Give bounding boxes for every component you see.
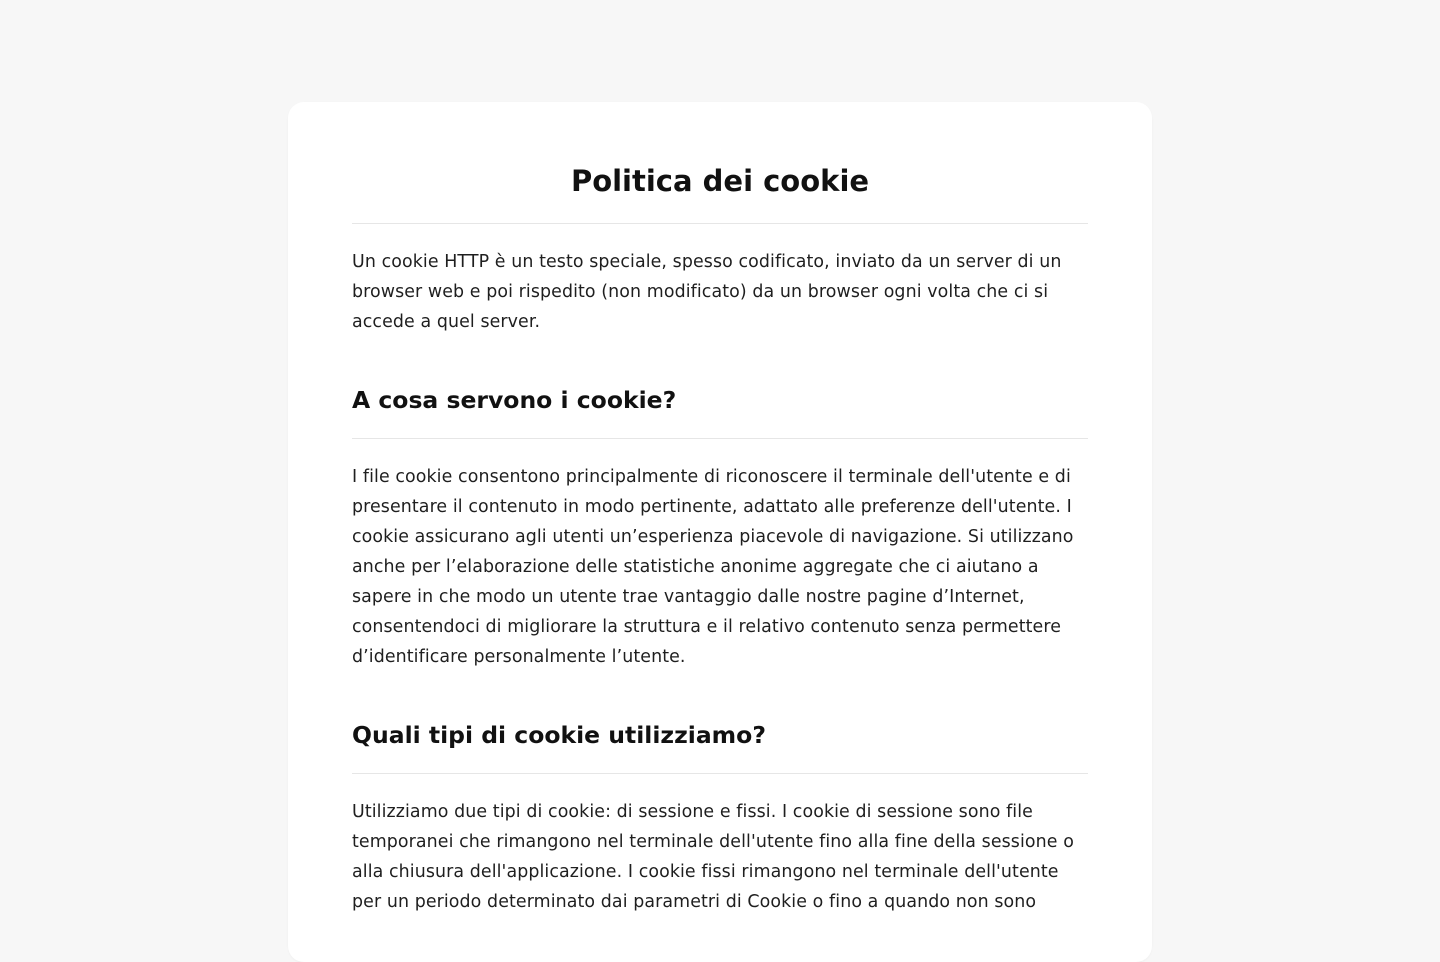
intro-paragraph: Un cookie HTTP è un testo speciale, spesso codificato, inviato da un server di un browser web e poi rispedito (non modificato) da un browser ogni volta che ci si accede a quel server. bbox=[352, 252, 1062, 332]
title-divider bbox=[352, 223, 1088, 224]
section-paragraph-purpose: I file cookie consentono principalmente di riconoscere il terminale dell'utente e di presentare il contenuto in modo pertinente, adattato alle preferenze dell'utente. I cookie assicurano agli utenti un’esperienza piacevole di navigazione. Si utilizzano anche per l’elaborazione delle statistiche anonime aggregate che ci aiutano a sapere in che modo un utente trae vantaggio dalle nostre pagine d’Internet, consentendoci di migliorare la struttura e il relativo contenuto senza permettere d’identificare personalmente l’utente. bbox=[352, 467, 1074, 667]
page-title: Politica dei cookie bbox=[570, 164, 870, 198]
section-heading-purpose: A cosa servono i cookie? bbox=[352, 386, 677, 414]
section-heading-types: Quali tipi di cookie utilizziamo? bbox=[352, 721, 766, 749]
section-paragraph-types: Utilizziamo due tipi di cookie: di sessione e fissi. I cookie di sessione sono file temporanei che rimangono nel terminale dell'utente fino alla fine della sessione o alla chiusura dell'applicazione. I cookie fissi rimangono nel terminale dell'utente per un periodo determinato dai parametri di Cookie o fino a quando non sono bbox=[352, 802, 1074, 912]
section-divider bbox=[352, 773, 1088, 774]
section-divider bbox=[352, 438, 1088, 439]
document-card bbox=[288, 102, 1152, 962]
